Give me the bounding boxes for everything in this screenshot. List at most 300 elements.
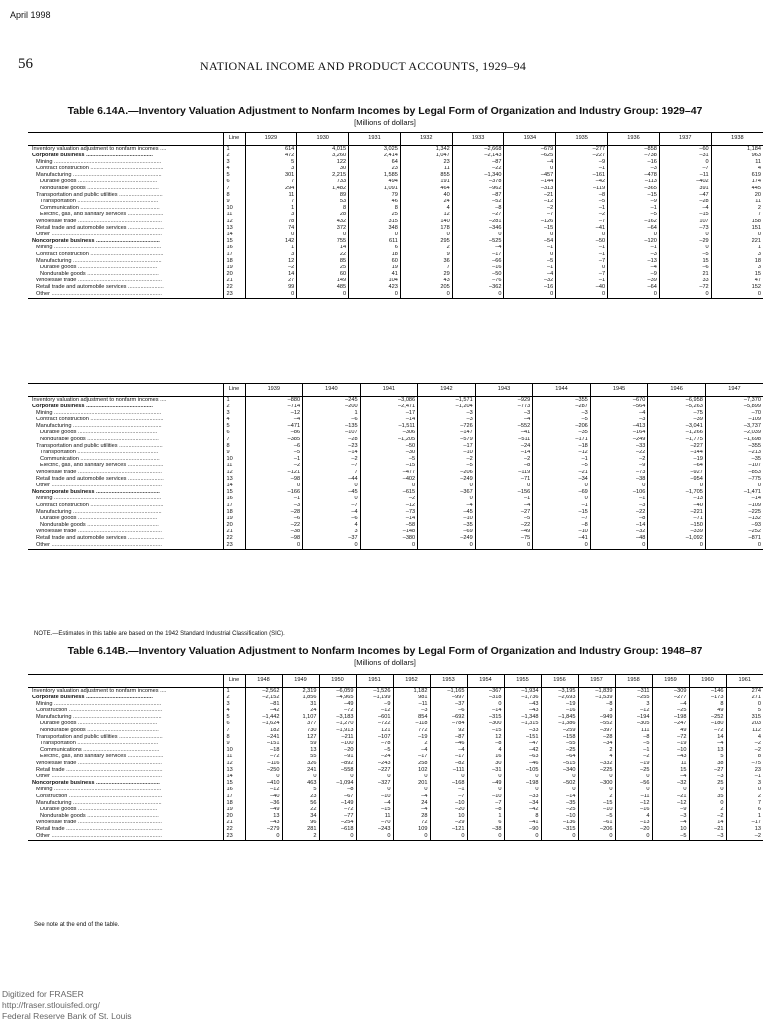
table-cell: –327	[356, 780, 393, 787]
table-a-note: NOTE.—Estimates in this table are based on the 1942 Standard Industrial Classification (SIC).	[34, 631, 285, 637]
table-cell: 0	[400, 291, 452, 298]
table-cell: 23	[349, 166, 401, 173]
table-cell: 0	[475, 483, 533, 490]
table-cell: 205	[400, 284, 452, 291]
table-cell: –1,165	[430, 688, 467, 695]
table-cell: –149	[319, 800, 356, 807]
table-cell: 1	[245, 205, 297, 212]
table-cell: 0	[578, 774, 615, 781]
table-cell: 271	[726, 695, 763, 702]
table-cell: 1	[303, 410, 361, 417]
table-row	[28, 489, 763, 496]
table-cell: –6	[303, 516, 361, 523]
table-row	[28, 807, 763, 814]
table-cell: 182	[245, 728, 282, 735]
line-number: 11	[223, 212, 245, 219]
table-row	[28, 516, 763, 523]
table-cell: –25	[541, 747, 578, 754]
table-cell: 36	[400, 258, 452, 265]
table-row	[28, 701, 763, 708]
table-cell: –10	[430, 800, 467, 807]
row-label: Transportation and public utilities ............................	[36, 443, 163, 449]
table-cell: –670	[590, 397, 648, 404]
table-cell: 241	[282, 767, 319, 774]
table-cell: –243	[356, 761, 393, 768]
table-cell: –113	[608, 179, 660, 186]
table-cell: 0	[360, 542, 418, 549]
table-cell: –4,965	[319, 695, 356, 702]
table-cell: –82	[430, 761, 467, 768]
table-cell: 10	[652, 826, 689, 833]
table-cell: –340	[541, 767, 578, 774]
table-row	[28, 146, 763, 153]
table-cell: 7	[303, 470, 361, 477]
table-cell: –1	[726, 774, 763, 781]
table-cell: 0	[504, 291, 556, 298]
table-cell: 3,260	[297, 153, 349, 160]
row-label: Retail trade and automobile services .......................	[36, 225, 164, 231]
table-cell: 0	[356, 787, 393, 794]
table-cell: 1,107	[282, 714, 319, 721]
line-number: 22	[223, 826, 245, 833]
table-cell: –12	[652, 800, 689, 807]
table-cell: –722	[356, 721, 393, 728]
line-number: 17	[223, 503, 245, 510]
table-cell: 22	[297, 252, 349, 259]
table-cell: –46	[430, 741, 467, 748]
table-cell: 35	[689, 794, 726, 801]
row-label: Electric, gas, and sanitary services .......................	[40, 462, 164, 469]
table-cell: –43	[504, 701, 541, 708]
table-cell: –48	[590, 535, 648, 542]
table-cell: –6	[245, 516, 303, 523]
table-cell: –69	[418, 529, 476, 536]
table-cell: –105	[504, 767, 541, 774]
table-cell: –3,195	[541, 688, 578, 695]
row-label: Construction ............................................................	[36, 793, 163, 799]
table-cell: 963	[711, 153, 763, 160]
line-number: 1	[223, 146, 245, 153]
table-cell: –22	[452, 166, 504, 173]
line-number: 23	[223, 291, 245, 298]
table-cell: 46	[349, 199, 401, 206]
table-cell: –38	[467, 826, 504, 833]
table-cell: –7	[533, 516, 591, 523]
table-cell: –72	[689, 728, 726, 735]
table-cell: 772	[393, 728, 430, 735]
year-header: 1946	[648, 384, 706, 397]
table-cell: –25	[541, 807, 578, 814]
table-cell: 0	[533, 542, 591, 549]
table-cell: –1,205	[360, 437, 418, 444]
table-cell: 2	[711, 205, 763, 212]
table-cell: –11	[615, 794, 652, 801]
table-cell: –511	[475, 437, 533, 444]
table-cell: 295	[400, 238, 452, 245]
table-cell: –52	[452, 199, 504, 206]
table-cell: –1,270	[319, 721, 356, 728]
table-cell: 611	[349, 238, 401, 245]
table-cell: –784	[430, 721, 467, 728]
table-cell: –259	[541, 728, 578, 735]
table-cell: –552	[578, 721, 615, 728]
line-number: 19	[223, 265, 245, 272]
year-header: 1941	[360, 384, 418, 397]
table-cell: –332	[578, 761, 615, 768]
table-cell: –24	[356, 754, 393, 761]
table-cell: –18	[245, 747, 282, 754]
table-cell: 4	[303, 522, 361, 529]
table-cell: –21	[504, 192, 556, 199]
table-cell: 981	[393, 695, 430, 702]
table-cell: –64	[608, 225, 660, 232]
table-cell: –17	[452, 252, 504, 259]
table-cell: 0	[608, 291, 660, 298]
table-cell: –31	[659, 153, 711, 160]
table-cell: 221	[711, 238, 763, 245]
row-label: Contract construction ...............................................	[36, 251, 164, 257]
table-cell: –24	[475, 443, 533, 450]
year-header: 1957	[578, 675, 615, 688]
table-row	[28, 166, 763, 173]
table-cell: –1,442	[245, 714, 282, 721]
table-cell: 0	[556, 232, 608, 239]
table-cell: –3	[245, 503, 303, 510]
table-cell: 127	[282, 734, 319, 741]
table-cell: 2	[400, 245, 452, 252]
table-cell: –198	[504, 780, 541, 787]
table-cell: 0	[615, 774, 652, 781]
table-row	[28, 496, 763, 503]
table-row	[28, 754, 763, 761]
footer-line-2[interactable]: http://fraser.stlouisfed.org/	[2, 1000, 100, 1010]
table-cell: 2	[578, 747, 615, 754]
table-cell: –1,934	[504, 688, 541, 695]
row-label: Nondurable goods ..............................................	[40, 271, 159, 277]
table-cell: 201	[393, 780, 430, 787]
row-label: Retail trade ..............................................................	[36, 767, 163, 773]
table-cell: –365	[608, 186, 660, 193]
table-b-title: Table 6.14B.—Inventory Valuation Adjustment to Nonfarm Incomes by Legal Form of Organization and Industry Group: 1948–87	[67, 645, 703, 657]
table-cell: 7	[711, 212, 763, 219]
table-cell: –402	[659, 179, 711, 186]
table-cell: –9	[590, 463, 648, 470]
year-header: 1948	[245, 675, 282, 688]
table-cell: –227	[356, 767, 393, 774]
year-header: 1930	[297, 133, 349, 146]
table-cell: 3	[245, 252, 297, 259]
table-cell: 11	[652, 761, 689, 768]
table-row	[28, 423, 763, 430]
row-label: Noncorporate business .........................................	[32, 489, 160, 495]
table-cell: –871	[705, 535, 763, 542]
table-cell: –18	[533, 443, 591, 450]
table-cell: –64	[608, 284, 660, 291]
table-cell: –64	[541, 754, 578, 761]
table-a-part2	[28, 383, 763, 550]
table-cell: 96	[282, 820, 319, 827]
table-cell: 0	[504, 166, 556, 173]
table-cell: 0	[418, 542, 476, 549]
row-label: Manufacturing .........................................................	[36, 423, 162, 429]
table-cell: –249	[418, 535, 476, 542]
table-cell: 38	[689, 761, 726, 768]
row-label: Manufacturing .........................................................	[36, 509, 162, 515]
table-cell: –7	[303, 463, 361, 470]
table-cell: 2	[578, 794, 615, 801]
table-cell: –206	[578, 826, 615, 833]
table-cell: –478	[608, 172, 660, 179]
row-label: Contract construction ...............................................	[36, 165, 164, 172]
table-cell: –15	[608, 192, 660, 199]
table-cell: –75	[726, 761, 763, 768]
table-header-row	[28, 675, 763, 688]
table-cell: –378	[452, 179, 504, 186]
table-cell: –281	[452, 219, 504, 226]
table-cell: 140	[400, 219, 452, 226]
line-number: 3	[223, 410, 245, 417]
table-row	[28, 153, 763, 160]
table-cell: –35	[705, 456, 763, 463]
table-cell: –1,845	[541, 714, 578, 721]
table-cell: –13	[648, 496, 706, 503]
table-cell: –1	[504, 265, 556, 272]
table-cell: 0	[245, 542, 303, 549]
year-header: 1935	[556, 133, 608, 146]
table-cell: –162	[608, 219, 660, 226]
table-cell: 0	[608, 232, 660, 239]
table-cell: –1,705	[648, 489, 706, 496]
table-cell: –362	[452, 284, 504, 291]
table-cell: 1	[467, 813, 504, 820]
table-cell: 0	[659, 232, 711, 239]
table-cell: –1	[533, 456, 591, 463]
table-cell: 56	[282, 800, 319, 807]
table-cell: 0	[430, 774, 467, 781]
table-row	[28, 780, 763, 787]
table-cell: –1,571	[418, 397, 476, 404]
table-cell: 10	[430, 813, 467, 820]
table-cell: 41	[349, 271, 401, 278]
table-cell: –12	[245, 410, 303, 417]
table-cell: –14	[303, 450, 361, 457]
table-cell: 4	[615, 813, 652, 820]
table-cell: 0	[349, 232, 401, 239]
table-cell: 11	[245, 192, 297, 199]
table-cell: –14	[541, 794, 578, 801]
table-cell: –15	[659, 212, 711, 219]
table-cell: –2	[726, 741, 763, 748]
stub-header	[28, 384, 223, 397]
table-cell: –1,340	[452, 172, 504, 179]
table-cell: 4	[467, 747, 504, 754]
line-number: 17	[223, 252, 245, 259]
table-cell: –4	[608, 265, 660, 272]
table-cell: –17	[726, 820, 763, 827]
table-cell: –45	[418, 509, 476, 516]
table-cell: 3	[726, 780, 763, 787]
table-cell: –2	[504, 205, 556, 212]
table-cell: 0	[648, 542, 706, 549]
table-cell: 348	[349, 225, 401, 232]
table-cell: –144	[504, 179, 556, 186]
table-cell: –33	[590, 443, 648, 450]
table-cell: –1,624	[245, 721, 282, 728]
table-cell: –206	[533, 423, 591, 430]
table-row	[28, 278, 763, 285]
line-number: 10	[223, 205, 245, 212]
table-cell: –287	[533, 404, 591, 411]
table-cell: –2	[360, 496, 418, 503]
table-cell: –3,041	[648, 423, 706, 430]
table-cell: –39	[608, 278, 660, 285]
table-cell: 4	[711, 166, 763, 173]
table-cell: –10	[541, 813, 578, 820]
table-cell: 47	[711, 278, 763, 285]
table-cell: –171	[533, 437, 591, 444]
row-label: Durable goods ...................................................	[40, 178, 158, 185]
table-cell: –7	[556, 258, 608, 265]
table-cell: 151	[711, 225, 763, 232]
table-row	[28, 522, 763, 529]
table-cell: –2	[615, 754, 652, 761]
table-cell: 274	[726, 688, 763, 695]
table-cell: 24	[282, 708, 319, 715]
row-label: Mining .....................................................................	[36, 701, 162, 707]
table-cell: –1,386	[541, 721, 578, 728]
table-cell: –410	[245, 780, 282, 787]
table-row	[28, 535, 763, 542]
table-row	[28, 252, 763, 259]
table-cell: 18	[711, 258, 763, 265]
table-cell: –773	[475, 404, 533, 411]
table-cell: 0	[659, 291, 711, 298]
table-cell: –34	[578, 741, 615, 748]
table-cell: 9	[400, 252, 452, 259]
table-row	[28, 417, 763, 424]
table-cell: 0	[452, 291, 504, 298]
line-number: 7	[223, 186, 245, 193]
table-cell: –2,668	[452, 146, 504, 153]
table-cell: –87	[452, 159, 504, 166]
table-cell: 0	[282, 774, 319, 781]
table-cell: –318	[467, 695, 504, 702]
table-cell: 28	[297, 212, 349, 219]
table-cell: 152	[711, 284, 763, 291]
table-cell: 13	[282, 747, 319, 754]
table-cell: 3	[303, 529, 361, 536]
table-cell: –60	[659, 146, 711, 153]
table-cell: 14	[689, 734, 726, 741]
fraser-footer	[2, 989, 131, 1022]
table-cell: 19	[349, 265, 401, 272]
table-cell: –2	[726, 833, 763, 840]
table-cell: –17	[393, 754, 430, 761]
table-cell: 178	[400, 225, 452, 232]
table-cell: –5	[475, 516, 533, 523]
table-cell: 0	[467, 833, 504, 840]
table-cell: 6	[467, 820, 504, 827]
table-cell: –1,511	[360, 423, 418, 430]
table-row	[28, 205, 763, 212]
year-header: 1950	[319, 675, 356, 688]
table-cell: –252	[705, 529, 763, 536]
table-cell: –5	[533, 463, 591, 470]
table-cell: –150	[648, 522, 706, 529]
table-cell: –28	[303, 437, 361, 444]
table-cell: 0	[689, 800, 726, 807]
table-cell: 0	[504, 833, 541, 840]
table-cell: –14	[467, 708, 504, 715]
table-cell: –6,958	[648, 397, 706, 404]
table-cell: –198	[652, 714, 689, 721]
line-number: 8	[223, 192, 245, 199]
table-cell: 109	[393, 826, 430, 833]
table-cell: –91	[319, 754, 356, 761]
table-cell: 0	[533, 483, 591, 490]
table-cell: 13	[245, 813, 282, 820]
stub-header	[28, 133, 223, 146]
table-cell: 0	[303, 483, 361, 490]
row-label: Durable goods ...................................................	[40, 515, 158, 522]
table-cell: –19	[615, 761, 652, 768]
table-row	[28, 695, 763, 702]
table-cell: –247	[652, 721, 689, 728]
table-cell: 0	[418, 496, 476, 503]
table-cell: –30	[360, 450, 418, 457]
table-cell: –19	[541, 701, 578, 708]
row-label: Communication ...................................................	[40, 205, 160, 211]
table-cell: 730	[282, 728, 319, 735]
table-cell: –402	[360, 476, 418, 483]
table-cell: 0	[467, 774, 504, 781]
table-cell: 112	[726, 728, 763, 735]
table-cell: –10	[533, 529, 591, 536]
table-cell: 445	[711, 186, 763, 193]
table-cell: –16	[541, 708, 578, 715]
table-cell: 2	[726, 794, 763, 801]
table-cell: –714	[245, 404, 303, 411]
table-cell: 49	[652, 728, 689, 735]
table-cell: 72	[393, 820, 430, 827]
table-cell: –27	[475, 509, 533, 516]
table-a-part1	[28, 132, 763, 299]
table-cell: –23	[303, 443, 361, 450]
table-cell: –22	[475, 522, 533, 529]
table-cell: 8	[349, 205, 401, 212]
table-cell: 8	[504, 813, 541, 820]
table-cell: 4	[726, 734, 763, 741]
table-cell: 0	[659, 245, 711, 252]
table-cell: 5	[689, 754, 726, 761]
line-number: 21	[223, 278, 245, 285]
table-cell: –11	[393, 701, 430, 708]
table-row	[28, 186, 763, 193]
table-cell: –1	[608, 245, 660, 252]
table-cell: –168	[430, 780, 467, 787]
table-cell: –4	[504, 159, 556, 166]
table-cell: –250	[245, 767, 282, 774]
table-cell: –3,737	[705, 423, 763, 430]
line-number: 20	[223, 522, 245, 529]
table-cell: 23	[282, 794, 319, 801]
table-cell: –135	[303, 423, 361, 430]
table-cell: 0	[590, 542, 648, 549]
table-cell: –25	[652, 708, 689, 715]
table-row	[28, 688, 763, 695]
table-cell: –12	[245, 787, 282, 794]
table-cell: –221	[648, 509, 706, 516]
